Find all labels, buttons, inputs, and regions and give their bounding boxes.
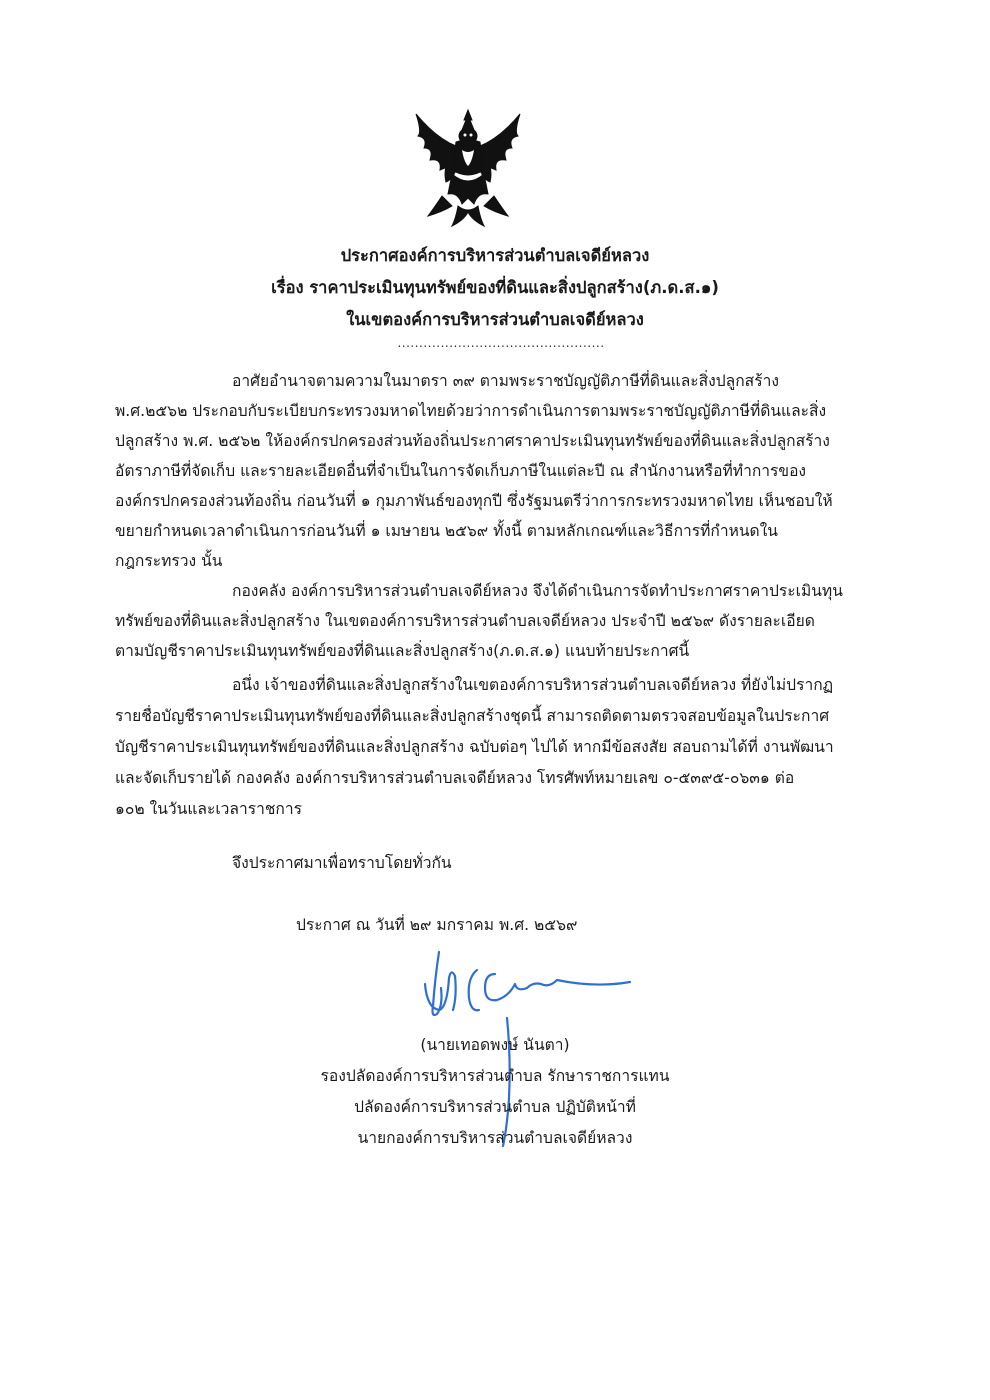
title-divider: ................................................ [397, 336, 605, 350]
body-line: องค์กรปกครองส่วนท้องถิ่น ก่อนวันที่ ๑ กุมภาพันธ์ของทุกปี ซึ่งรัฐมนตรีว่าการกระทรวงมหาดไทย เห็นชอบให้ [115, 492, 833, 510]
title-line-2: เรื่อง ราคาประเมินทุนทรัพย์ของที่ดินและสิ่งปลูกสร้าง(ภ.ด.ส.๑) [271, 278, 719, 297]
body-line: รายชื่อบัญชีราคาประเมินทุนทรัพย์ของที่ดินและสิ่งปลูกสร้างชุดนี้ สามารถติดตามตรวจสอบข้อมูลในประกาศ [115, 707, 830, 725]
body-line: ปลูกสร้าง พ.ศ. ๒๕๖๒ ให้องค์กรปกครองส่วนท้องถิ่นประกาศราคาประเมินทุนทรัพย์ของที่ดินและสิ่งปลูกสร้าง [115, 432, 830, 450]
body-line: พ.ศ.๒๕๖๒ ประกอบกับระเบียบกระทรวงมหาดไทยด้วยว่าการดำเนินการตามพระราชบัญญัติภาษีที่ดินและสิ่ง [115, 402, 827, 420]
body-line: กฎกระทรวง นั้น [115, 552, 223, 570]
body-line: ทรัพย์ของที่ดินและสิ่งปลูกสร้าง ในเขตองค์การบริหารส่วนตำบลเจดีย์หลวง ประจำปี ๒๕๖๙ ดังรายละเอียด [115, 612, 815, 630]
body-line: ตามบัญชีราคาประเมินทุนทรัพย์ของที่ดินและสิ่งปลูกสร้าง(ภ.ด.ส.๑) แนบท้ายประกาศนี้ [115, 642, 690, 660]
body-line: และจัดเก็บรายได้ กองคลัง องค์การบริหารส่วนตำบลเจดีย์หลวง โทรศัพท์หมายเลข ๐-๕๓๙๕-๐๖๓๑ ต่อ [115, 769, 795, 787]
body-line: บัญชีราคาประเมินทุนทรัพย์ของที่ดินและสิ่งปลูกสร้าง ฉบับต่อๆ ไปได้ หากมีข้อสงสัย สอบถามได้ที่ งานพัฒนา [115, 738, 834, 756]
signatory-name: (นายเทอดพงษ์ นันตา) [420, 1036, 570, 1054]
garuda-emblem-icon [412, 108, 524, 230]
body-line: ๑๐๒ ในวันและเวลาราชการ [115, 800, 303, 818]
body-line: กองคลัง องค์การบริหารส่วนตำบลเจดีย์หลวง จึงได้ดำเนินการจัดทำประกาศราคาประเมินทุน [232, 582, 843, 600]
announcement-date: ประกาศ ณ วันที่ ๒๙ มกราคม พ.ศ. ๒๕๖๙ [296, 916, 578, 934]
signatory-title-2: ปลัดองค์การบริหารส่วนตำบล ปฏิบัติหน้าที่ [354, 1098, 636, 1116]
body-line: อนึ่ง เจ้าของที่ดินและสิ่งปลูกสร้างในเขตองค์การบริหารส่วนตำบลเจดีย์หลวง ที่ยังไม่ปรากฏ [232, 676, 834, 694]
announcement-title [0, 240, 990, 336]
title-line-3: ในเขตองค์การบริหารส่วนตำบลเจดีย์หลวง [346, 310, 644, 329]
title-line-1: ประกาศองค์การบริหารส่วนตำบลเจดีย์หลวง [340, 246, 650, 265]
signatory-title-1: รองปลัดองค์การบริหารส่วนตำบล รักษาราชการแทน [320, 1067, 670, 1085]
body-line: ขยายกำหนดเวลาดำเนินการก่อนวันที่ ๑ เมษายน ๒๕๖๙ ทั้งนี้ ตามหลักเกณฑ์และวิธีการที่กำหนดใน [115, 522, 778, 540]
body-line: อัตราภาษีที่จัดเก็บ และรายละเอียดอื่นที่จำเป็นในการจัดเก็บภาษีในแต่ละปี ณ สำนักงานหรือที่ทำการของ [115, 462, 807, 480]
closing-statement: จึงประกาศมาเพื่อทราบโดยทั่วกัน [232, 854, 452, 872]
signatory-title-3: นายกองค์การบริหารส่วนตำบลเจดีย์หลวง [357, 1129, 633, 1147]
body-line: อาศัยอำนาจตามความในมาตรา ๓๙ ตามพระราชบัญญัติภาษีที่ดินและสิ่งปลูกสร้าง [232, 372, 779, 390]
